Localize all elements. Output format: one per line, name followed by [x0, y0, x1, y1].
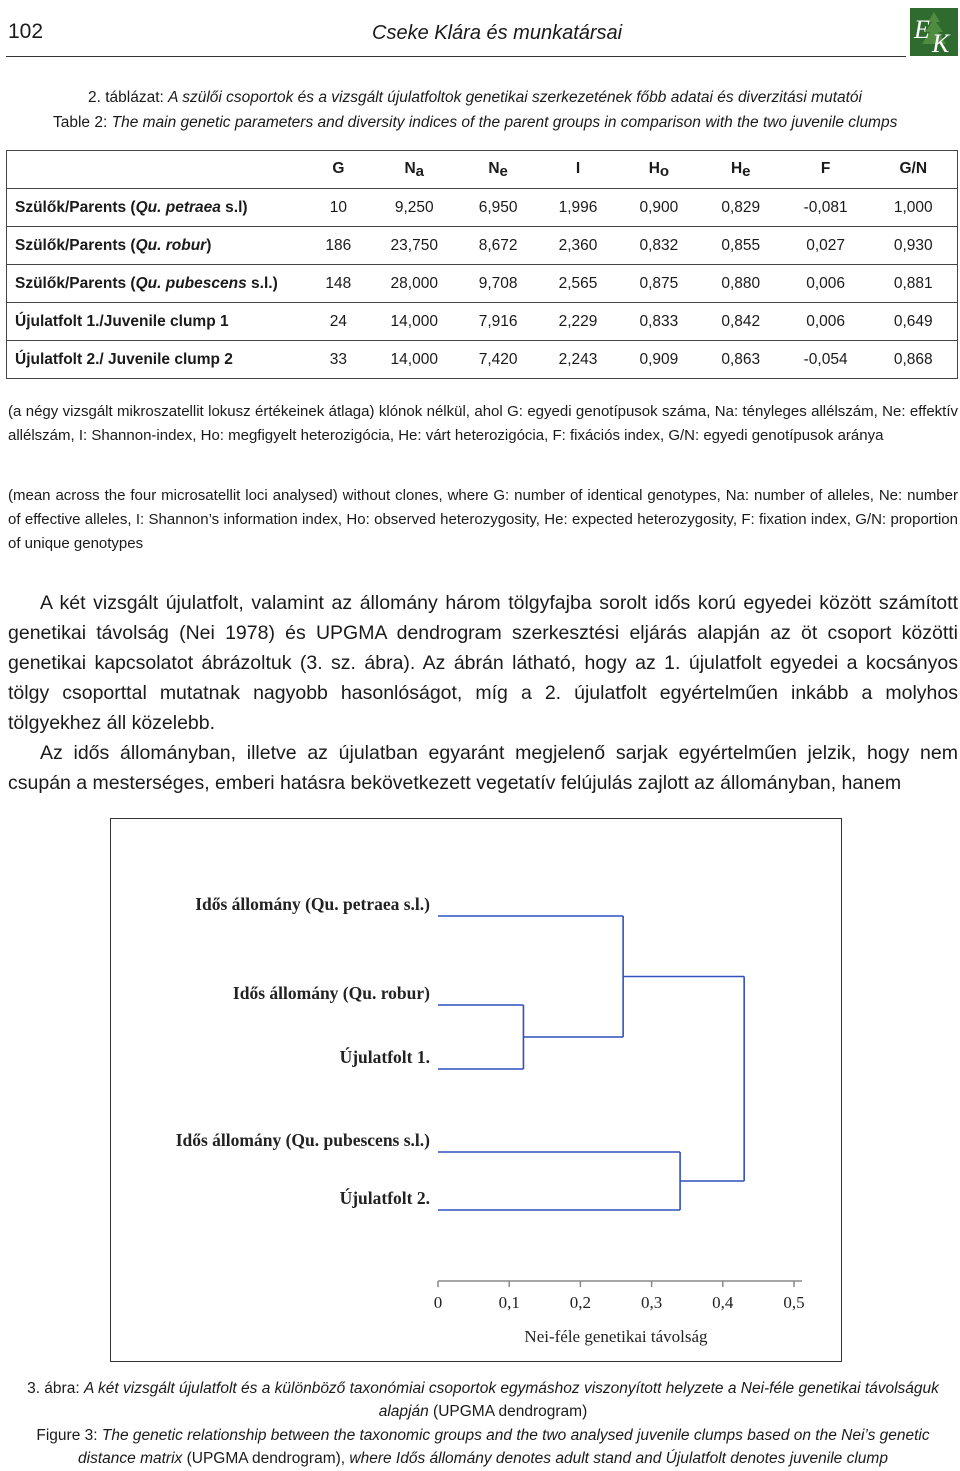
- dendrogram-links: [438, 916, 744, 1210]
- table-row: [7, 189, 958, 227]
- col-header: G: [332, 159, 345, 177]
- table-cell: 186: [306, 227, 370, 265]
- table-cell: 2,565: [538, 265, 618, 303]
- figure-caption-hu: 3. ábra: A két vizsgált újulatfolt és a különböző taxonómiai csoportok egymáshoz viszonyított helyzete a Nei-féle genetikai távolságuk alapján (UPGMA dendrogram): [27, 1380, 939, 1420]
- table-row: [7, 341, 958, 379]
- row-label: Szülők/Parents (Qu. robur): [7, 227, 307, 265]
- leaf-label: Újulatfolt 1.: [339, 1047, 430, 1067]
- table-cell: 1,000: [870, 189, 958, 227]
- table-cell: 2,243: [538, 341, 618, 379]
- body-text: [8, 588, 958, 798]
- table-cell: 14,000: [370, 303, 458, 341]
- table-cell: 24: [306, 303, 370, 341]
- paragraph: Az idős állományban, illetve az újulatban egyaránt megjelenő sarjak egyértelműen jelzik, hogy nem csupán a mesterséges, emberi hatásra bekövetkezett vegetatív felújulás zajlott az állományban, hanem: [8, 742, 958, 794]
- leaf-label: Újulatfolt 2.: [339, 1188, 430, 1208]
- table-caption-en: Table 2: The main genetic parameters and diversity indices of the parent groups in comparison with the two juvenile clumps: [53, 114, 898, 131]
- figure-caption-en: Figure 3: The genetic relationship between the taxonomic groups and the two analysed juvenile clumps based on the Nei’s genetic distance matrix (UPGMA dendrogram), where Idős állomány denotes adult stand and Újulatfolt denotes juvenile clump: [36, 1427, 930, 1467]
- journal-logo: [910, 8, 958, 56]
- table-cell: 0,006: [782, 265, 870, 303]
- header-rule: [6, 56, 906, 57]
- table-cell: 9,708: [458, 265, 538, 303]
- table-cell: 14,000: [370, 341, 458, 379]
- leaf-label: Idős állomány (Qu. robur): [232, 983, 430, 1003]
- table-cell: 0,832: [618, 227, 700, 265]
- x-tick-label: 0,5: [783, 1293, 805, 1312]
- table-cell: 0,875: [618, 265, 700, 303]
- x-tick-label: 0,2: [569, 1293, 592, 1312]
- paragraph: A két vizsgált újulatfolt, valamint az állomány három tölgyfajba sorolt idős korú egyedei között számított genetikai távolság (Nei 1978) és UPGMA dendrogram szerkesztési eljárás alapján az öt csoport közötti genetikai kapcsolatot ábrázoltuk (3. sz. ábra). Az ábrán látható, hogy az 1. újulatfolt egyedei a kocsányos tölgy csoporttal mutatnak nagyobb hasonlóságot, míg a 2. újulatfolt egyértelműen inkább a molyhos tölgyekhez áll közelebb.: [8, 592, 958, 734]
- row-label: Szülők/Parents (Qu. pubescens s.l.): [7, 265, 307, 303]
- svg-text:K: K: [932, 29, 950, 56]
- table-header-row: [7, 151, 958, 189]
- x-axis-ticks: [434, 1281, 805, 1312]
- table-cell: 0,863: [700, 341, 782, 379]
- table-cell: 9,250: [370, 189, 458, 227]
- table-cell: -0,081: [782, 189, 870, 227]
- x-tick-label: 0,3: [640, 1293, 663, 1312]
- table-cell: 0,855: [700, 227, 782, 265]
- table-cell: 0,868: [870, 341, 958, 379]
- x-tick-label: 0,4: [712, 1293, 734, 1312]
- table-cell: 7,420: [458, 341, 538, 379]
- x-tick-label: 0,1: [498, 1293, 520, 1312]
- table-cell: 8,672: [458, 227, 538, 265]
- table-cell: 7,916: [458, 303, 538, 341]
- genetic-parameters-table: [6, 150, 958, 379]
- x-tick-label: 0: [433, 1293, 443, 1312]
- table-cell: 0,027: [782, 227, 870, 265]
- table-note-hu: (a négy vizsgált mikroszatellit lokusz értékeinek átlaga) klónok nélkül, ahol G: egyedi genotípusok száma, Na: tényleges allélszám, Ne: effektív allélszám, I: Shannon-index, Ho: megfigyelt heterozigócia, He: várt heterozigócia, F: fixációs index, G/N: egyedi genotípusok aránya: [8, 403, 958, 444]
- col-header: I: [575, 159, 581, 177]
- table-cell: 2,229: [538, 303, 618, 341]
- dendrogram-figure: [110, 818, 842, 1362]
- table-cell: 0,842: [700, 303, 782, 341]
- table-cell: 0,900: [618, 189, 700, 227]
- table-cell: 33: [306, 341, 370, 379]
- table-caption-hu: 2. táblázat: A szülői csoportok és a vizsgált újulatfoltok genetikai szerkezetének főbb adatai és diverzitási mutatói: [88, 89, 862, 106]
- col-header: G/N: [899, 159, 928, 177]
- table-cell: 6,950: [458, 189, 538, 227]
- table-cell: 0,006: [782, 303, 870, 341]
- row-label: Újulatfolt 2./ Juvenile clump 2: [7, 341, 307, 379]
- svg-text:E: E: [914, 15, 930, 44]
- table-cell: 0,930: [870, 227, 958, 265]
- table-cell: 0,880: [700, 265, 782, 303]
- table-cell: 28,000: [370, 265, 458, 303]
- table-cell: 1,996: [538, 189, 618, 227]
- table-cell: -0,054: [782, 341, 870, 379]
- table-cell: 10: [306, 189, 370, 227]
- table-cell: 0,833: [618, 303, 700, 341]
- table-cell: 0,649: [870, 303, 958, 341]
- table-cell: 23,750: [370, 227, 458, 265]
- row-label: Szülők/Parents (Qu. petraea s.l): [7, 189, 307, 227]
- x-axis-label: Nei-féle genetikai távolság: [524, 1327, 708, 1346]
- col-header: $H_o$: [648, 159, 670, 180]
- leaf-labels: [176, 894, 430, 1208]
- table-row: [7, 227, 958, 265]
- running-title: Cseke Klára és munkatársai: [372, 22, 623, 44]
- col-header: $N_a$: [404, 159, 425, 180]
- page-number: 102: [8, 20, 44, 43]
- col-header: $N_e$: [488, 159, 508, 180]
- table-cell: 0,829: [700, 189, 782, 227]
- col-header: $H_e$: [730, 159, 751, 180]
- table-row: [7, 265, 958, 303]
- table-cell: 0,909: [618, 341, 700, 379]
- col-header: F: [820, 159, 831, 177]
- table-cell: 148: [306, 265, 370, 303]
- table-row: [7, 303, 958, 341]
- leaf-label: Idős állomány (Qu. pubescens s.l.): [175, 1130, 430, 1150]
- table-cell: 2,360: [538, 227, 618, 265]
- leaf-label: Idős állomány (Qu. petraea s.l.): [195, 894, 430, 914]
- table-cell: 0,881: [870, 265, 958, 303]
- row-label: Újulatfolt 1./Juvenile clump 1: [7, 303, 307, 341]
- table-note-en: (mean across the four microsatellit loci analysed) without clones, where G: number of identical genotypes, Na: number of alleles, Ne: number of effective alleles, I: Shannon’s information index, Ho: observed heterozygosity, He: expected heterozygosity, F: fixation index, G/N: proportion of unique genotypes: [8, 487, 958, 552]
